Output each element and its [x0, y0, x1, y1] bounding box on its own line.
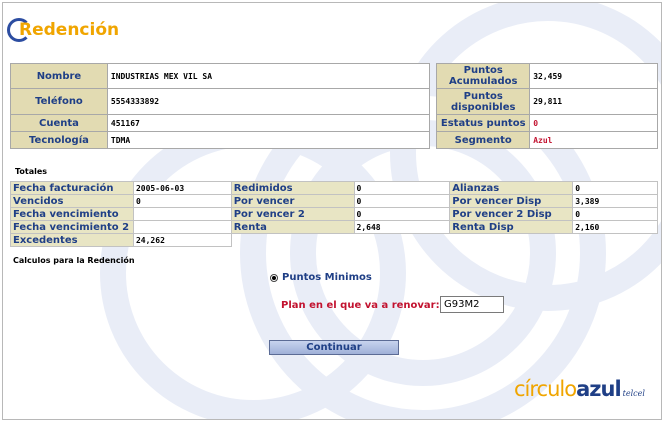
totals-value: 0	[133, 195, 231, 208]
totals-value: 0	[573, 208, 658, 221]
totals-value: 2,648	[354, 221, 450, 234]
totals-table	[10, 181, 658, 247]
info-label: Estatus puntos	[437, 115, 530, 132]
info-value: TDMA	[107, 132, 429, 149]
totals-value: 3,389	[573, 195, 658, 208]
totals-label: Redimidos	[231, 182, 354, 195]
info-label: Teléfono	[11, 89, 108, 115]
totals-label: Por vencer 2	[231, 208, 354, 221]
info-value: 5554333892	[107, 89, 429, 115]
totals-value: 2,160	[573, 221, 658, 234]
info-row	[11, 64, 658, 89]
totals-value: 0	[354, 208, 450, 221]
plan-input[interactable]	[440, 296, 504, 313]
info-value: 29,811	[530, 89, 658, 115]
info-label: Cuenta	[11, 115, 108, 132]
segment-value: Azul	[530, 132, 658, 149]
circulo-azul-logo	[514, 377, 645, 401]
logo-text-circulo: círculo	[514, 377, 577, 401]
logo-text-telcel: telcel	[622, 389, 645, 398]
info-value: 32,459	[530, 64, 658, 89]
totals-value: 0	[573, 182, 658, 195]
totals-label: Por vencer 2 Disp	[450, 208, 573, 221]
totals-label: Fecha facturación	[11, 182, 134, 195]
totals-value: 0	[354, 182, 450, 195]
logo-text-azul: azul	[576, 377, 621, 401]
totals-label: Por vencer	[231, 195, 354, 208]
continue-button[interactable]: Continuar	[269, 340, 399, 355]
page-title: Redención	[7, 14, 119, 46]
totals-value	[133, 208, 231, 221]
radio-selected-icon[interactable]	[270, 274, 278, 282]
puntos-minimos-radio[interactable]	[270, 272, 372, 283]
totals-row	[11, 195, 658, 208]
totals-value	[133, 221, 231, 234]
status-value: 0	[530, 115, 658, 132]
totals-row	[11, 234, 658, 247]
info-row	[11, 132, 658, 149]
info-row	[11, 89, 658, 115]
radio-label: Puntos Minimos	[282, 272, 372, 283]
info-label: Segmento	[437, 132, 530, 149]
customer-info-table	[10, 63, 658, 149]
info-label: Puntos Acumulados	[437, 64, 530, 89]
redencion-panel	[2, 2, 662, 420]
totals-row	[11, 182, 658, 195]
totals-value: 0	[354, 195, 450, 208]
totales-heading: Totales	[15, 167, 48, 176]
info-value: 451167	[107, 115, 429, 132]
totals-label: Renta Disp	[450, 221, 573, 234]
totals-label: Vencidos	[11, 195, 134, 208]
info-label: Puntos disponibles	[437, 89, 530, 115]
totals-row	[11, 208, 658, 221]
info-label: Tecnología	[11, 132, 108, 149]
totals-row	[11, 221, 658, 234]
totals-value: 24,262	[133, 234, 231, 247]
totals-value: 2005-06-03	[133, 182, 231, 195]
totals-label: Excedentes	[11, 234, 134, 247]
info-row	[11, 115, 658, 132]
totals-label: Por vencer Disp	[450, 195, 573, 208]
info-label: Nombre	[11, 64, 108, 89]
totals-label: Fecha vencimiento	[11, 208, 134, 221]
info-value: INDUSTRIAS MEX VIL SA	[107, 64, 429, 89]
totals-label: Fecha vencimiento 2	[11, 221, 134, 234]
plan-label: Plan en el que va a renovar:	[281, 300, 440, 311]
calculos-heading: Calculos para la Redención	[13, 256, 135, 265]
totals-label: Renta	[231, 221, 354, 234]
totals-label: Alianzas	[450, 182, 573, 195]
